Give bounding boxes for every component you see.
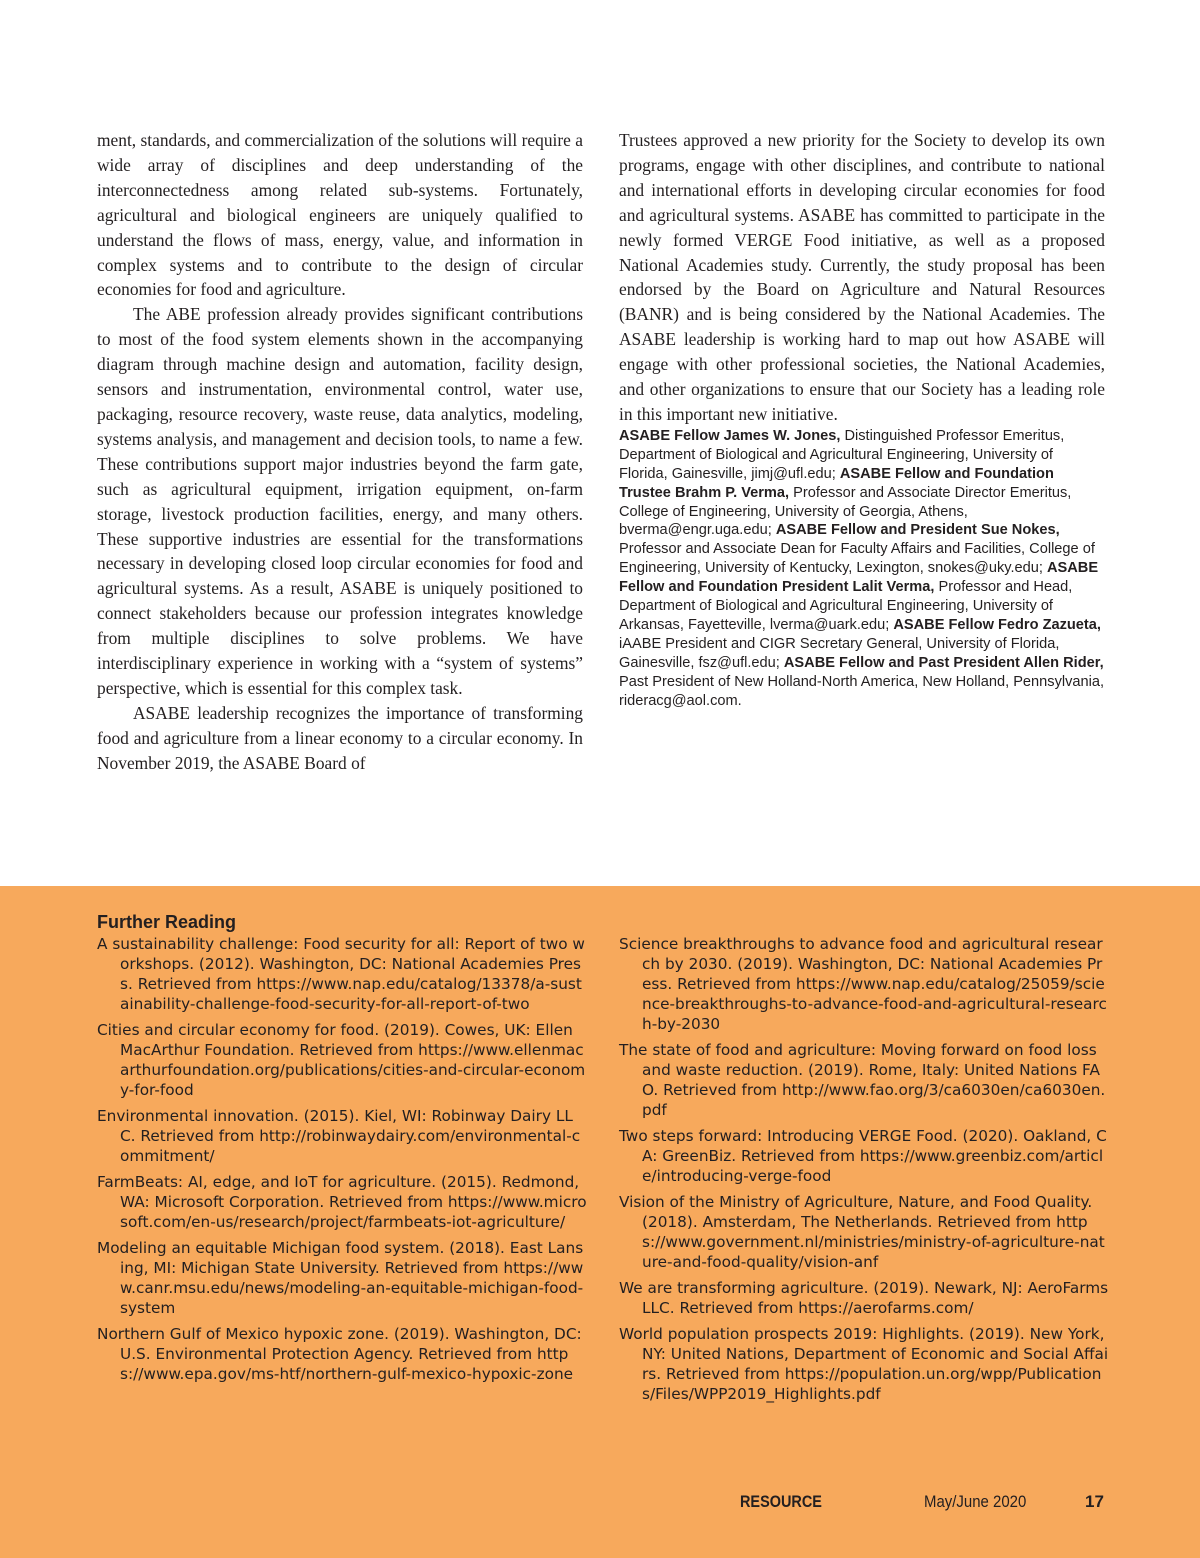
reference-item: World population prospects 2019: Highlights. (2019). New York, NY: United Nations, Department of Economic and Social Affairs. Retrieved from https://population.un.org/wpp/Publications/Files/WPP2019_Highlights.pdf: [619, 1325, 1109, 1403]
author-name: ASABE Fellow and Foundation Trustee Brahm P. Verma,: [619, 465, 1054, 501]
reference-item: Northern Gulf of Mexico hypoxic zone. (2019). Washington, DC: U.S. Environmental Protection Agency. Retrieved from https://www.epa.gov/ms-htf/northern-gulf-mexico-hypoxic-zone: [97, 1325, 582, 1383]
author-desc: Professor and Head, Department of Biological and Agricultural Engineering, University of Arkansas, Fayetteville, lverma@uark.edu;: [619, 579, 1073, 633]
reference-item: Environmental innovation. (2015). Kiel, WI: Robinway Dairy LLC. Retrieved from http://robinwaydairy.com/environmental-commitment/: [97, 1107, 581, 1165]
reference-item: We are transforming agriculture. (2019). Newark, NJ: AeroFarms LLC. Retrieved from https://aerofarms.com/: [619, 1279, 1109, 1317]
body-paragraph: ment, standards, and commercialization of the solutions will require a wide array of disciplines and deep understanding of the interconnectedness among related sub-systems. Fortunately, agricultural and biological engineers are uniquely qualified to understand the flows of mass, energy, value, and information in complex systems and to contribute to the design of circular economies for food and agriculture.: [97, 130, 583, 300]
article-column-right: [619, 128, 1105, 710]
author-desc: Distinguished Professor Emeritus, Department of Biological and Agricultural Engineering, University of Florida, Gainesville, jimj@ufl.edu;: [619, 427, 1065, 482]
footer-page-number: 17: [1085, 1492, 1104, 1511]
author-desc: Professor and Associate Director Emeritus, College of Engineering, University of Georgia, Athens, bverma@engr.uga.edu;: [619, 484, 1072, 539]
footer-magazine-name: RESOURCE: [740, 1492, 822, 1511]
article-column-left: [97, 128, 583, 776]
author-name: ASABE Fellow and Foundation President Lalit Verma,: [619, 560, 1099, 596]
reference-item: The state of food and agriculture: Moving forward on food loss and waste reduction. (2019). Rome, Italy: United Nations FAO. Retrieved from http://www.fao.org/3/ca6030en/ca6030en.pdf: [619, 1041, 1106, 1119]
author-name: ASABE Fellow and Past President Allen Rider,: [783, 654, 1104, 671]
further-reading-box: [0, 886, 1200, 1558]
references-column-right: [619, 934, 1109, 1410]
references-column-left: [97, 934, 587, 1390]
author-name: ASABE Fellow James W. Jones,: [619, 427, 841, 444]
reference-item: FarmBeats: AI, edge, and IoT for agriculture. (2015). Redmond, WA: Microsoft Corporation. Retrieved from https://www.microsoft.com/en-us/research/project/farmbeats-iot-agriculture/: [97, 1173, 587, 1231]
reference-item: Two steps forward: Introducing VERGE Food. (2020). Oakland, CA: GreenBiz. Retrieved from https://www.greenbiz.com/article/introducing-verge-food: [619, 1127, 1107, 1185]
author-name: ASABE Fellow and President Sue Nokes,: [775, 522, 1060, 539]
body-paragraph: The ABE profession already provides significant contributions to most of the food system elements shown in the accompanying diagram through machine design and automation, facility design, sensors and instrumentation, environmental control, water use, packaging, resource recovery, waste reuse, data analytics, modeling, systems analysis, and management and decision tools, to name a few. These contributions support major industries beyond the farm gate, such as agricultural equipment, irrigation equipment, on-farm storage, livestock production facilities, energy, and many others. These supportive industries are essential for the transformations necessary in developing closed loop circular economies for food and agricultural systems. As a result, ASABE is uniquely positioned to connect stakeholders because our profession integrates knowledge from multiple disciplines to solve problems. We have interdisciplinary experience in working with a “system of systems” perspective, which is essential for this complex task.: [97, 304, 583, 698]
author-desc: Past President of New Holland-North America, New Holland, Pennsylvania, rideracg@aol.com.: [619, 673, 1105, 709]
author-desc: iAABE President and CIGR Secretary General, University of Florida, Gainesville, fsz@ufl.edu;: [619, 635, 1060, 671]
body-paragraph: ASABE leadership recognizes the importance of transforming food and agriculture from a linear economy to a circular economy. In November 2019, the ASABE Board of: [97, 702, 583, 773]
reference-item: Vision of the Ministry of Agriculture, Nature, and Food Quality. (2018). Amsterdam, The Netherlands. Retrieved from https://www.government.nl/ministries/ministry-of-agriculture-nature-and-food-quality/vision-anf: [619, 1193, 1105, 1271]
footer-issue-date: May/June 2020: [924, 1492, 1027, 1511]
further-reading-title: Further Reading: [97, 912, 237, 932]
author-bios: [619, 427, 1105, 711]
reference-item: Cities and circular economy for food. (2019). Cowes, UK: Ellen MacArthur Foundation. Retrieved from https://www.ellenmacarthurfoundation.org/publications/cities-and-circular-economy-for-food: [97, 1021, 586, 1099]
author-desc: Professor and Associate Dean for Faculty Affairs and Facilities, College of Engineering, University of Kentucky, Lexington, snokes@uky.edu;: [619, 541, 1095, 577]
reference-item: Science breakthroughs to advance food and agricultural research by 2030. (2019). Washington, DC: National Academies Press. Retrieved from https://www.nap.edu/catalog/25059/science-breakthroughs-to-advance-food-and-agricultural-research-by-2030: [619, 935, 1107, 1033]
body-paragraph: Trustees approved a new priority for the Society to develop its own programs, engage with other disciplines, and contribute to national and international efforts in developing circular economies for food and agricultural systems. ASABE has committed to participate in the newly formed VERGE Food initiative, as well as a proposed National Academies study. Currently, the study proposal has been endorsed by the Board on Agriculture and Natural Resources (BANR) and is being considered by the National Academies. The ASABE leadership is working hard to map out how ASABE will engage with other professional societies, the National Academies, and other organizations to ensure that our Society has a leading role in this important new initiative.: [619, 130, 1105, 424]
reference-item: Modeling an equitable Michigan food system. (2018). East Lansing, MI: Michigan State University. Retrieved from https://www.canr.msu.edu/news/modeling-an-equitable-michigan-food-system: [97, 1239, 584, 1317]
reference-item: A sustainability challenge: Food security for all: Report of two workshops. (2012). Washington, DC: National Academies Press. Retrieved from https://www.nap.edu/catalog/13378/a-sustainability-challenge-food-security-for-all-report-of-two: [97, 935, 585, 1013]
author-name: ASABE Fellow Fedro Zazueta,: [893, 616, 1101, 633]
